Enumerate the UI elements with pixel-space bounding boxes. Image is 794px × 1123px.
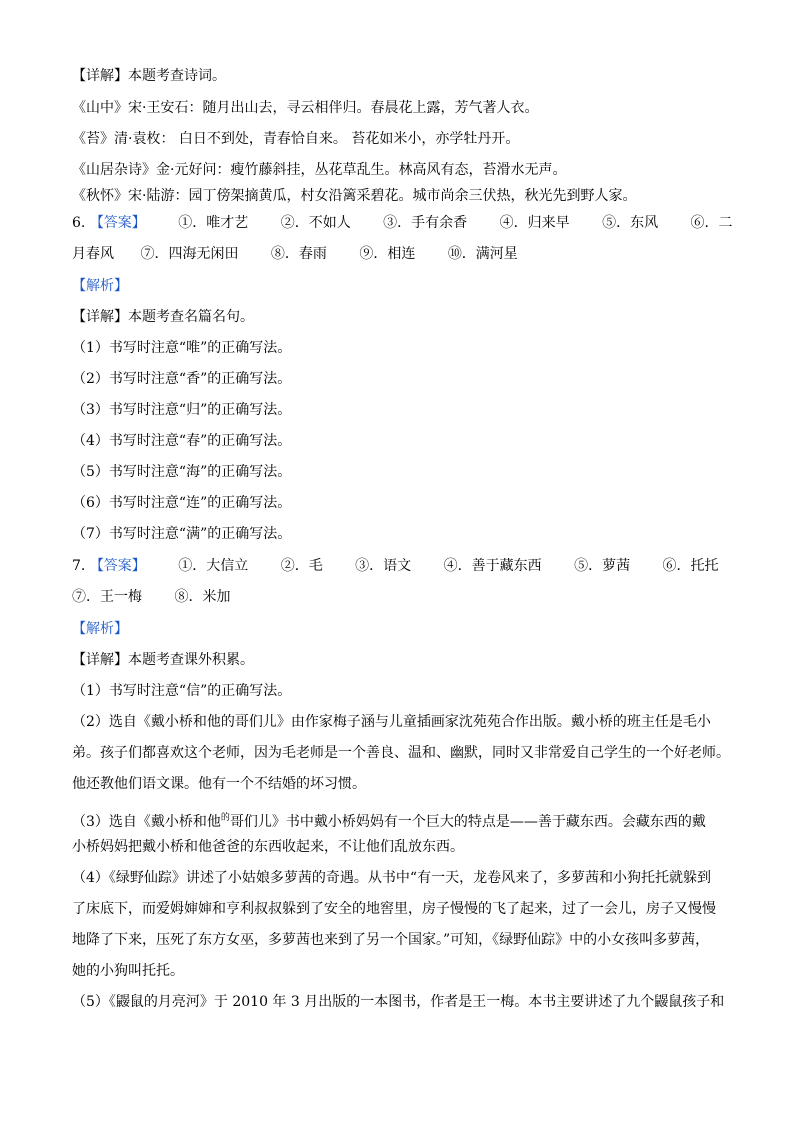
- q7-answer-tag: 【答案】: [89, 558, 146, 574]
- q6-detail-heading: 【详解】本题考查名篇名句。: [72, 309, 254, 325]
- q7-item-4-line-2: 了床底下，而爱姆婶婶和亨利叔叔躲到了安全的地窖里，房子慢慢的飞了起来，过了一会儿，房子又慢慢: [72, 901, 716, 917]
- q6-answer-3: ③．手有余香: [383, 215, 468, 231]
- q7-answer-8: ⑧．米加: [174, 589, 231, 605]
- detail-heading-poems: 【详解】本题考查诗词。: [72, 68, 226, 84]
- q6-item-5: （5）书写时注意“海”的正确写法。: [72, 464, 292, 480]
- q7-answer-5: ⑤．萝茜: [574, 558, 631, 574]
- q6-item-6: （6）书写时注意“连”的正确写法。: [72, 495, 292, 511]
- q7-item-1: （1）书写时注意“信”的正确写法。: [72, 683, 292, 699]
- q6-item-2: （2）书写时注意“香”的正确写法。: [72, 371, 292, 387]
- poem-line-tai: 《苔》清·袁枚： 白日不到处，青春恰自来。 苔花如米小，亦学牡丹开。: [72, 131, 520, 147]
- q7-item-3-line-1: [72, 808, 722, 832]
- q6-answer-line-1: [72, 213, 733, 233]
- q6-answer-1: ①．唯才艺: [178, 215, 249, 231]
- q7-answer-3: ③．语文: [355, 558, 412, 574]
- q6-item-7: （7）书写时注意“满”的正确写法。: [72, 526, 292, 542]
- q6-answer-10: ⑩．满河星: [447, 246, 518, 262]
- q7-item-2-line-2: 弟。孩子们都喜欢这个老师，因为毛老师是一个善良、温和、幽默，同时又非常爱自己学生的一个好老师。: [72, 745, 730, 761]
- q6-item-4: （4）书写时注意“春”的正确写法。: [72, 433, 292, 449]
- q7-answer-line-1: [72, 556, 722, 576]
- q7-detail-heading: 【详解】本题考查课外积累。: [72, 652, 254, 668]
- q6-answer-6-cont: 月春风: [72, 246, 114, 262]
- q7-item-3-text-b: 哥们儿》书中戴小桥妈妈有一个巨大的特点是——善于藏东西。会藏东西的戴: [229, 814, 706, 830]
- q7-item-4-line-3: 地降了下来，压死了东方女巫，多萝茜也来到了另一个国家。”可知，《绿野仙踪》中的小女孩叫多萝茜，: [72, 932, 710, 948]
- q6-answer-tag: 【答案】: [89, 215, 146, 231]
- q7-answer-line-2: [72, 587, 722, 607]
- q7-analysis-tag: 【解析】: [72, 621, 128, 637]
- q6-number: 6.: [72, 215, 86, 231]
- q7-answer-2: ②．毛: [280, 558, 323, 574]
- q7-item-3-text-a: （3）选自《戴小桥和他: [72, 814, 221, 830]
- q7-item-4-line-4: 她的小狗叫托托。: [72, 963, 184, 979]
- q6-item-1: （1）书写时注意“唯”的正确写法。: [72, 340, 292, 356]
- q6-analysis-tag: 【解析】: [72, 278, 128, 294]
- poem-line-qiuhuai: 《秋怀》宋·陆游：园丁傍架摘黄瓜，村女沿篱采碧花。城市尚余三伏热，秋光先到野人家。: [72, 188, 637, 204]
- q7-answer-4: ④．善于藏东西: [443, 558, 542, 574]
- q6-answer-8: ⑧．春雨: [270, 246, 327, 262]
- q7-item-4-line-1: （4）《绿野仙踪》讲述了小姑娘多萝茜的奇遇。从书中“有一天，龙卷风来了，多萝茜和小狗托托就躲到: [72, 870, 712, 886]
- q7-answer-7: ⑦．王一梅: [72, 589, 142, 605]
- q6-answer-9: ⑨．相连: [359, 246, 416, 262]
- q7-item-3-superscript: 的: [220, 813, 230, 823]
- q7-item-2-line-3: 他还教他们语文课。他有一个不结婚的坏习惯。: [72, 776, 366, 792]
- q7-item-3-line-2: 小桥妈妈把戴小桥和他爸爸的东西收起来，不让他们乱放东西。: [72, 839, 464, 855]
- q6-answer-line-2: [72, 244, 722, 264]
- q6-answer-7: ⑦．四海无闲田: [140, 246, 239, 262]
- q6-answer-6: ⑥．二: [690, 215, 733, 231]
- q7-answer-1: ①．大信立: [178, 558, 249, 574]
- q7-item-5-line-1: （5）《鼹鼠的月亮河》于 2010 年 3 月出版的一本图书，作者是王一梅。本书主要讲述了九个鼹鼠孩子和: [72, 994, 725, 1010]
- q6-item-3: （3）书写时注意“归”的正确写法。: [72, 402, 292, 418]
- q6-answer-2: ②．不如人: [280, 215, 351, 231]
- q6-answer-4: ④．归来早: [499, 215, 570, 231]
- poem-line-shanzhong: 《山中》宋·王安石：随月出山去，寻云相伴归。春晨花上露，芳气著人衣。: [72, 100, 539, 116]
- q7-number: 7.: [72, 558, 86, 574]
- poem-line-shanju: 《山居杂诗》金·元好问：瘦竹藤斜挂，丛花草乱生。林高风有态，苔滑水无声。: [72, 162, 567, 178]
- q6-answer-5: ⑤．东风: [602, 215, 659, 231]
- q7-answer-6: ⑥．托托: [662, 558, 719, 574]
- q7-item-2-line-1: （2）选自《戴小桥和他的哥们儿》由作家梅子涵与儿童插画家沈苑苑合作出版。戴小桥的班主任是毛小: [72, 714, 711, 730]
